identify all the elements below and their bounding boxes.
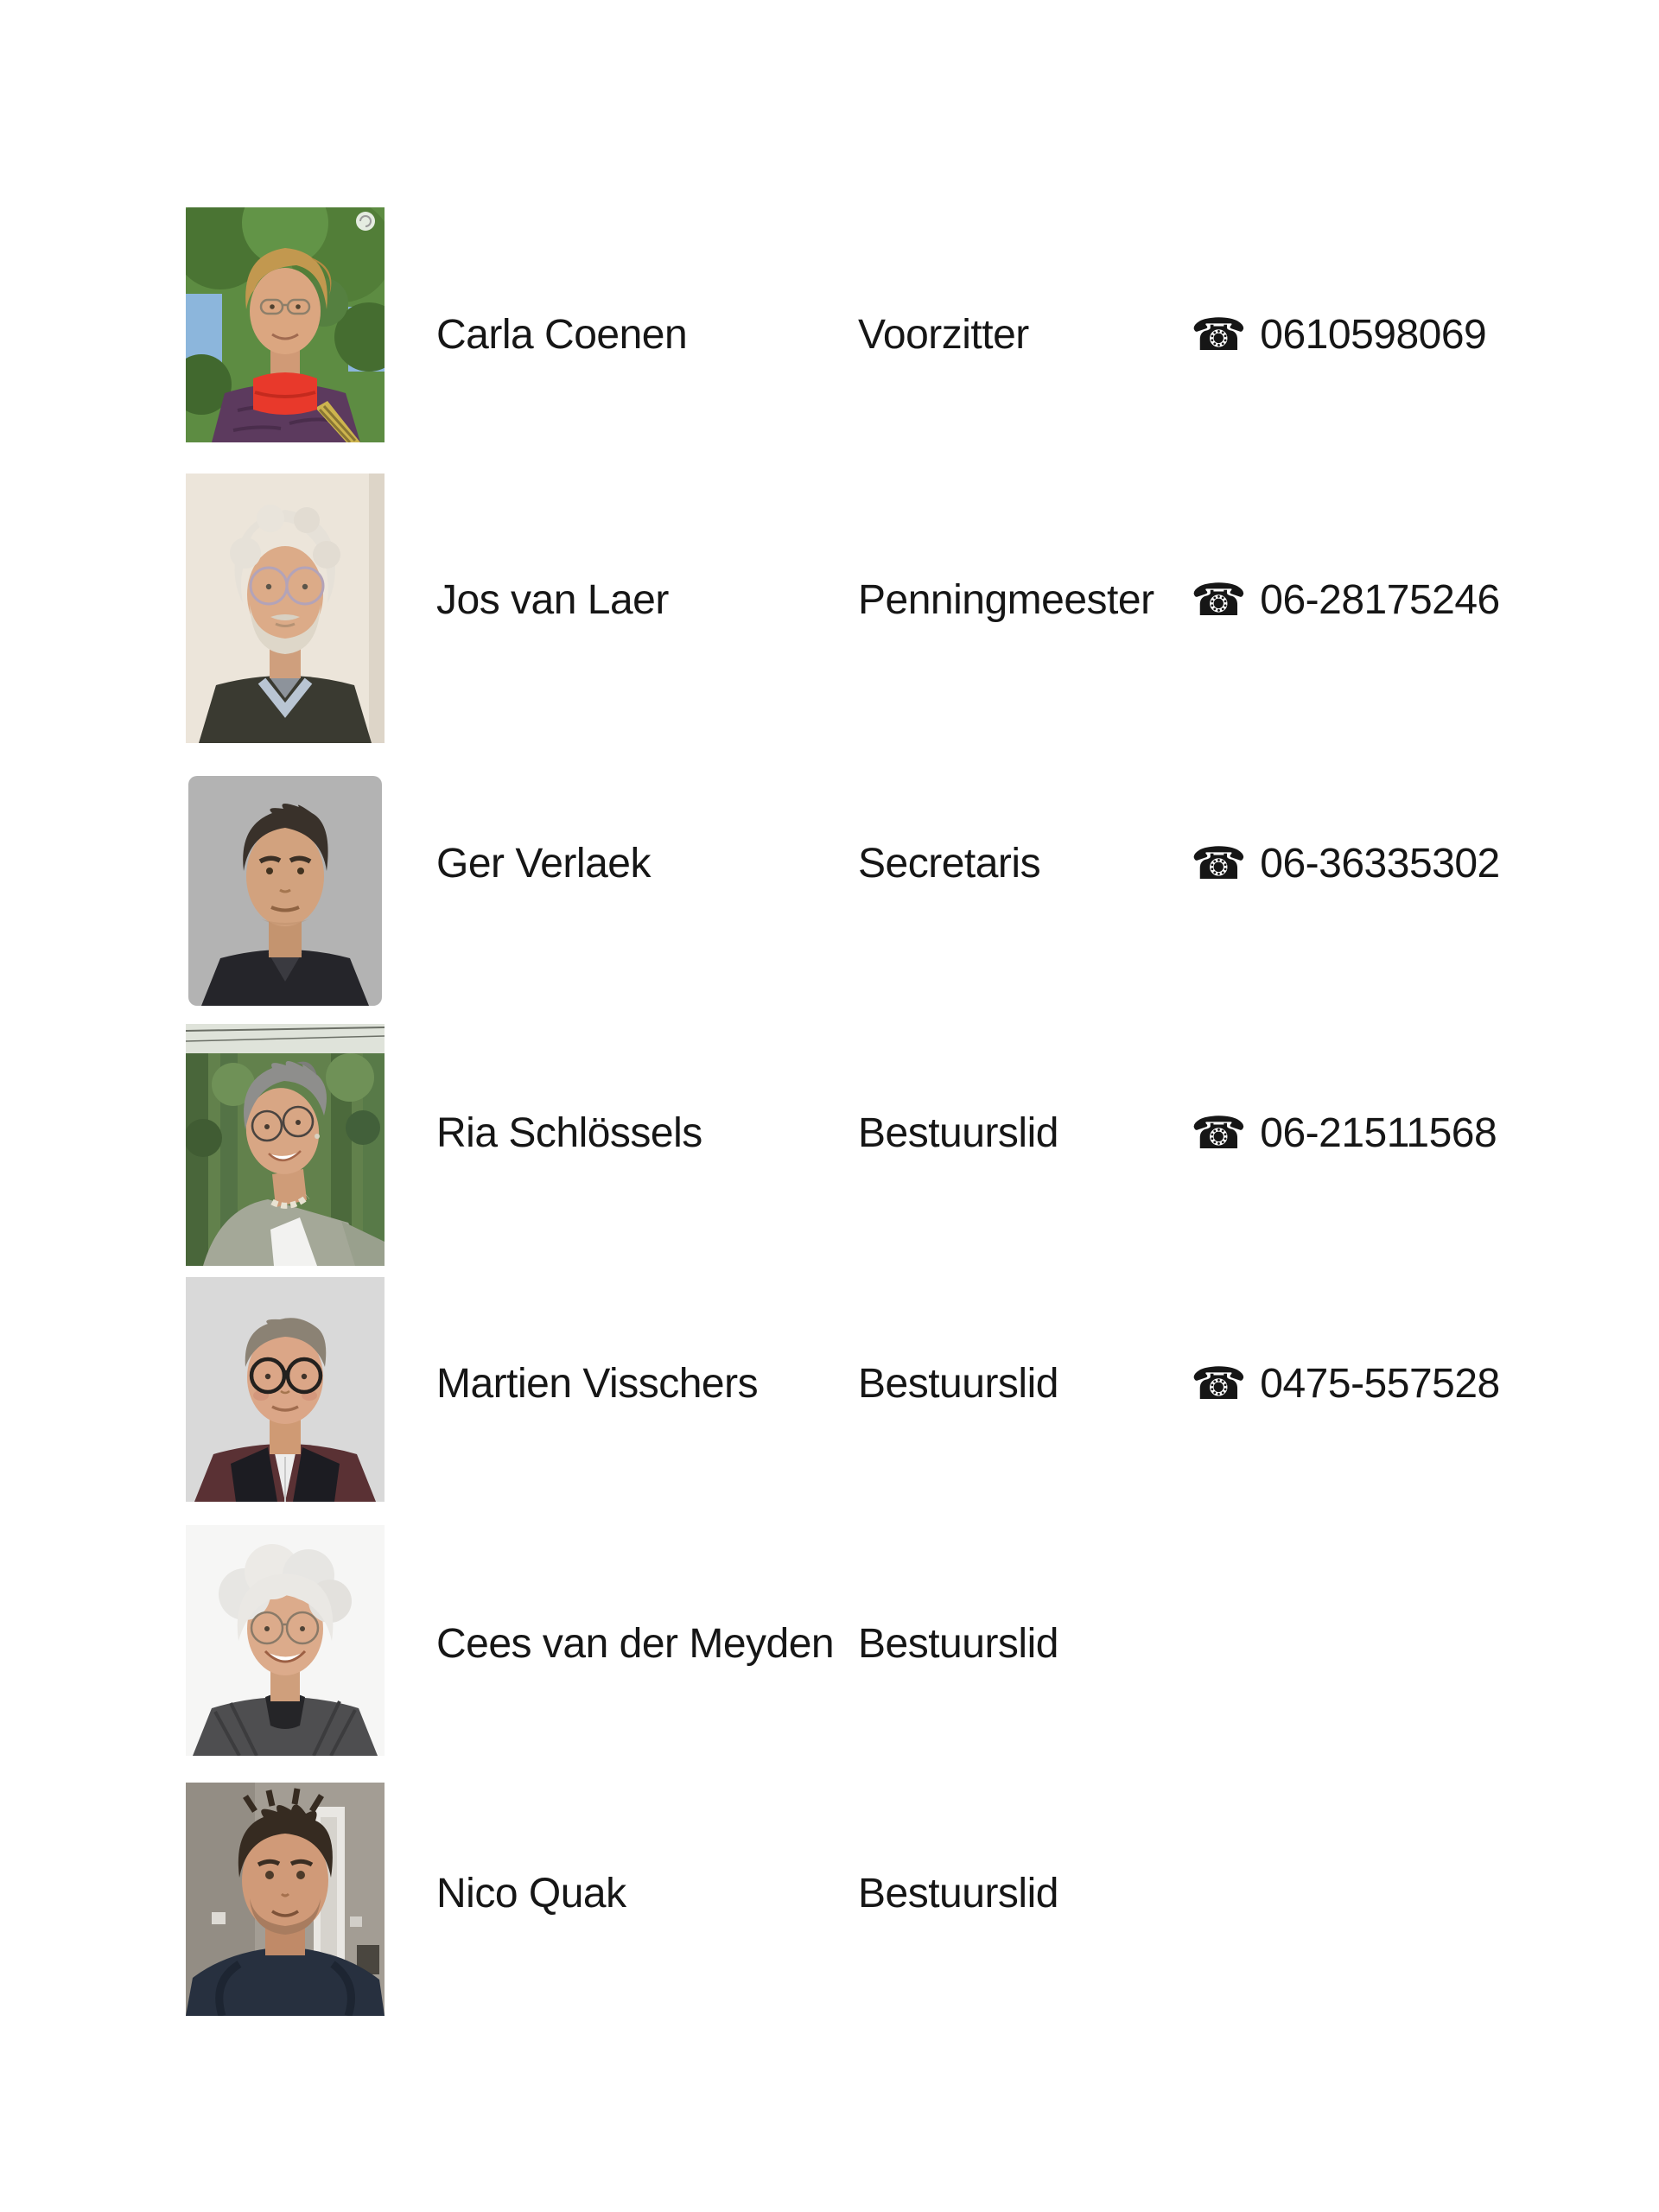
member-photo [186,774,385,1007]
phone-number: 06-21511568 [1260,1110,1497,1157]
member-name: Nico Quak [436,1871,626,1917]
member-photo [186,1525,385,1756]
member-phone [1191,310,1486,360]
phone-number: 0610598069 [1260,312,1487,359]
member-role: Bestuurslid [858,1621,1058,1668]
member-name: Ria Schlössels [436,1110,702,1157]
phone-number: 0475-557528 [1260,1361,1500,1408]
member-name: Ger Verlaek [436,841,651,887]
member-name: Jos van Laer [436,577,669,624]
member-photo [186,1783,385,2016]
member-name: Cees van der Meyden [436,1621,835,1668]
phone-icon: ☎ [1191,1358,1247,1410]
phone-number: 06-28175246 [1260,577,1500,624]
member-photo [186,1277,385,1502]
phone-icon: ☎ [1191,575,1247,626]
member-role: Bestuurslid [858,1110,1058,1157]
member-photo [186,1024,385,1266]
member-name: Carla Coenen [436,312,688,359]
phone-icon: ☎ [1191,1108,1247,1160]
member-photo [186,474,385,743]
member-role: Bestuurslid [858,1361,1058,1408]
phone-number: 06-36335302 [1260,841,1500,887]
member-name: Martien Visschers [436,1361,759,1408]
member-role: Secretaris [858,841,1041,887]
phone-icon: ☎ [1191,838,1247,890]
member-phone [1191,1359,1500,1409]
member-role: Bestuurslid [858,1871,1058,1917]
camera-icon [356,212,375,231]
phone-icon: ☎ [1191,309,1247,361]
member-phone [1191,1109,1497,1159]
member-photo [186,207,385,442]
member-role: Penningmeester [858,577,1154,624]
member-phone [1191,839,1500,889]
member-role: Voorzitter [858,312,1029,359]
member-phone [1191,575,1500,626]
